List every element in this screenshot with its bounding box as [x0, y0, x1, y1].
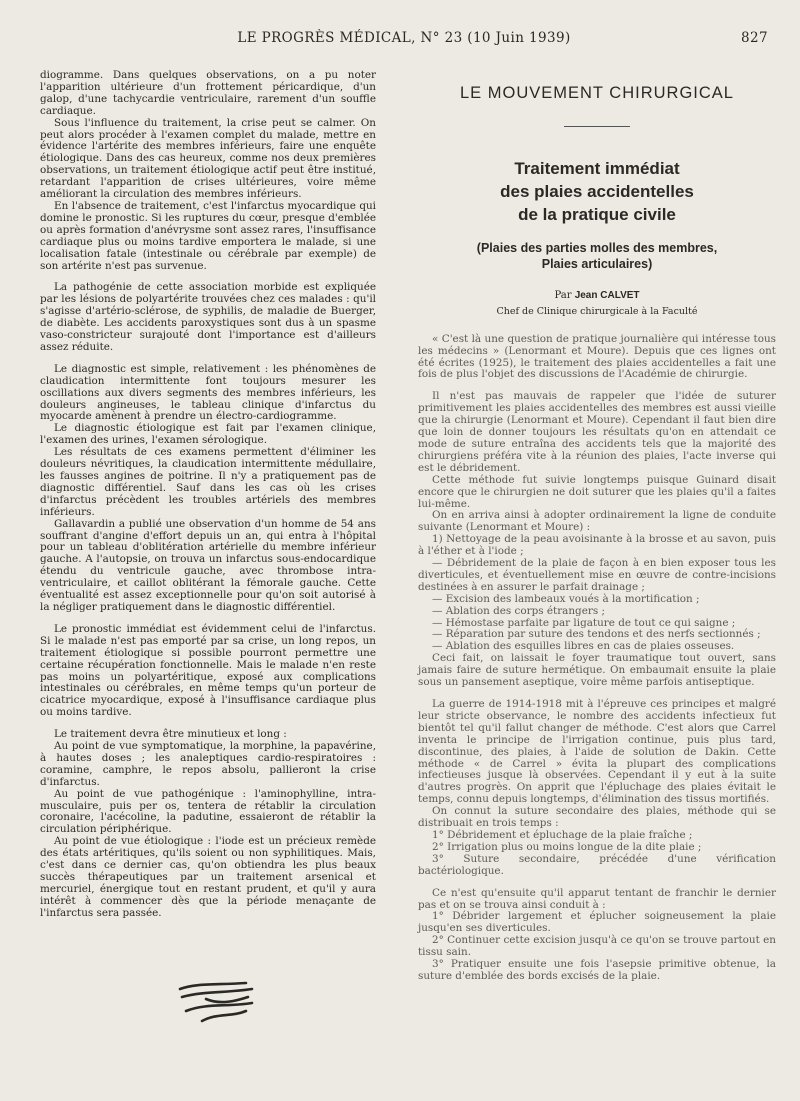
paragraph: Ce n'est qu'ensuite qu'il apparut tentant de franchir le dernier pas et on se trouva ainsi conduit à :	[418, 886, 776, 911]
list-item: — Réparation par suture des tendons et des nerfs sectionnés ;	[432, 628, 761, 641]
paragraph: La guerre de 1914-1918 mit à l'épreuve ces principes et malgré leur stricte observance, le nombre des accidents infectieux fut bientôt tel qu'il fallut changer de méthode. C'est alors que Carrel inventa le principe de l'irrigation continue, puis plus tard, discontinue, des plaies, à l'aide de solution de Dakin. Cette méthode « de Carrel » évita la plupart des complications infectieuses jusque là observées. Cependant il y eut à la suite d'autres progrès. On apprit que l'épluchage des plaies évitait le temps, connu depuis longtemps, d'élimination des tissus mortifiés.	[418, 698, 776, 806]
article-title	[418, 157, 776, 226]
list-item: 2° Continuer cette excision jusqu'à ce qu'on se trouve partout en tissu sain.	[418, 934, 776, 959]
divider	[564, 126, 630, 127]
running-title: LE PROGRÈS MÉDICAL, N° 23 (10 Juin 1939)	[237, 30, 571, 46]
article-title-line: des plaies accidentelles	[500, 181, 694, 201]
byline	[418, 290, 776, 302]
list-item: 2° Irrigation plus ou moins longue de la dite plaie ;	[432, 840, 702, 853]
author-affiliation: Chef de Clinique chirurgicale à la Faculté	[496, 305, 698, 317]
paragraph: La pathogénie de cette association morbide est expliquée par les lésions de polyartérite trouvées chez ces malades : qu'il s'agisse d'artério-sclérose, de syphilis, de maladie de Buerger, de diabète. Les accidents paroxystiques sont dus à un spasme vaso-constricteur surajouté dont l'importance est d'ailleurs assez réduite.	[40, 281, 376, 353]
paragraph: Gallavardin a publié une observation d'un homme de 54 ans souffrant d'angine d'effort depuis un an, qui entra à l'hôpital pour un tableau d'oblitération artérielle du membre inférieur gauche. A l'autopsie, on trouva un infarctus sous-endocardique étendu du ventricule gauche, avec thrombose intra-ventriculaire, et caillot oblitérant la fémorale gauche. Cette éventualité est assez exceptionnelle pour qu'on soit autorisé à la négliger pratiquement dans le diagnostic différentiel.	[40, 517, 376, 613]
list-item: 1° Débridement et épluchage de la plaie fraîche ;	[432, 828, 693, 841]
paragraph: Au point de vue symptomatique, la morphine, la papavérine, à hautes doses ; les analeptiques cardio-respiratoires : coramine, camphre, le repos absolu, pallieront la crise d'infarctus.	[40, 740, 376, 788]
paragraph: Au point de vue étiologique : l'iode est un précieux remède des états artéritiques, qu'ils soient ou non syphilitiques. Mais, c'est dans ce dernier cas, qu'on obtiendra les plus beaux succès thérapeutiques par un traitement arsenical et mercuriel, énergique tout en restant prudent, et qu'il y aura intérêt à commencer dès que la période menaçante de l'infarctus sera passée.	[40, 835, 376, 919]
article-body	[418, 334, 776, 983]
subtitle-line: (Plaies des parties molles des membres,	[476, 240, 718, 255]
paragraph: Le diagnostic est simple, relativement : les phénomènes de claudication intermittente font toujours mesurer les oscillations aux divers segments des membres inférieurs, les douleurs angineuses, le tableau clinique d'infarctus du myocarde amènent à prendre un électro-cardiogramme.	[40, 362, 376, 423]
paragraph: Il n'est pas mauvais de rappeler que l'idée de suturer primitivement les plaies accidentelles des membres est aussi vieille que la chirurgie (Lenormant et Moure). Cependant il faut bien dire que loin de donner toujours les résultats qu'on en attendait ce mode de suture entraîna des accidents tels que la majorité des chirurgiens préféra vite à la réunion des plaies, l'acte inverse qui est le débridement.	[418, 390, 776, 474]
list-item: — Hémostase parfaite par ligature de tout ce qui saigne ;	[432, 616, 736, 629]
page-number: 827	[741, 30, 768, 46]
subtitle-line: Plaies articulaires)	[541, 256, 653, 271]
paragraph: Au point de vue pathogénique : l'aminophylline, intra-musculaire, puis per os, tentera de rétablir la circulation coronaire, l'acécoline, la padutine, essaieront de rétablir la circulation périphérique.	[40, 787, 376, 836]
list-item: — Ablation des corps étrangers ;	[432, 604, 605, 617]
paragraph: Le traitement devra être minutieux et long :	[54, 728, 287, 741]
list-item: — Excision des lambeaux voués à la mortification ;	[432, 592, 700, 605]
paragraph: Cette méthode fut suivie longtemps puisque Guinard disait encore que le chirurgien ne doit suturer que les plaies qu'il a faites lui-même.	[418, 473, 776, 510]
paragraph: Les résultats de ces examens permettent d'éliminer les douleurs névritiques, la claudication intermittente médullaire, les fausses angines de poitrine. Il n'y a pratiquement pas de diagnostic différentiel. Sauf dans les cas où les crises d'infarctus précèdent les troubles artériels des membres inférieurs.	[40, 446, 376, 518]
paragraph: On en arriva ainsi à adopter ordinairement la ligne de conduite suivante (Lenormant et Moure) :	[418, 509, 776, 534]
paragraph: Sous l'influence du traitement, la crise peut se calmer. On peut alors procéder à l'examen complet du malade, mettre en évidence l'artérite des membres inférieurs, faire une enquête étiologique. Dans des cas heureux, comme nos deux premières observations, un traitement étiologique actif peut être institué, retardant l'apparition de crises ultérieures, voire même améliorant la circulation des membres inférieurs.	[40, 116, 376, 201]
author-name: Jean CALVET	[574, 289, 640, 301]
article-title-line: de la pratique civile	[518, 204, 676, 224]
list-item: — Ablation des esquilles libres en cas de plaies osseuses.	[432, 640, 735, 653]
section-title: LE MOUVEMENT CHIRURGICAL	[460, 84, 734, 102]
list-item: 3° Suture secondaire, précédée d'une vérification bactériologique.	[418, 852, 776, 877]
section-end-squiggle-icon	[176, 981, 258, 1027]
list-item: 1° Débrider largement et éplucher soigneusement la plaie jusqu'en ses diverticules.	[418, 910, 776, 935]
paragraph: diogramme. Dans quelques observations, on a pu noter l'apparition ultérieure d'un frottement péricardique, d'un galop, d'une tachycardie ventriculaire, rarement d'un souffle cardiaque.	[40, 69, 376, 117]
list-item: 3° Pratiquer ensuite une fois l'asepsie primitive obtenue, la suture d'emblée des bords excisés de la plaie.	[418, 958, 776, 982]
running-header	[40, 30, 768, 54]
paragraph: En l'absence de traitement, c'est l'infarctus myocardique qui domine le pronostic. Si les ruptures du cœur, presque d'emblée ou après formation d'anévrysme sont assez rares, l'insuffisance cardiaque plus ou moins tardive emportera le malade, si une localisation fatale (intestinale ou cérébrale par exemple) de son artérite n'est pas survenue.	[40, 199, 376, 272]
paragraph: Ceci fait, on laissait le foyer traumatique tout ouvert, sans jamais faire de suture hermétique. On embaumait ensuite la plaie sous un pansement aseptique, voire même parfois antiseptique.	[418, 652, 776, 689]
article-title-line: Traitement immédiat	[514, 158, 680, 178]
paragraph: Le pronostic immédiat est évidemment celui de l'infarctus. Si le malade n'est pas emporté par sa crise, un long repos, un traitement étiologique si possible pourront permettre une certaine récupération fonctionnelle. Mais le malade n'en reste pas moins un polyartéritique, exposé aux complications intestinales ou cérébrales, en même temps qu'un porteur de cicatrice myocardique, exposé à l'insuffisance cardiaque plus ou moins tardive.	[40, 622, 376, 719]
article-subtitle	[418, 240, 776, 272]
paragraph: Le diagnostic étiologique est fait par l'examen clinique, l'examen des urines, l'examen sérologique.	[40, 422, 376, 447]
paragraph: « C'est là une question de pratique journalière qui intéresse tous les médecins » (Lenormant et Moure). Depuis que ces lignes ont été écrites (1925), le traitement des plaies accidentelles a fait une fois de plus l'objet des discussions de l'Académie de chirurgie.	[418, 332, 776, 381]
left-column	[40, 70, 376, 920]
paragraph: On connut la suture secondaire des plaies, méthode qui se distribuait en trois temps :	[418, 805, 776, 830]
byline-prefix: Par	[554, 289, 572, 301]
list-item: 1) Nettoyage de la peau avoisinante à la brosse et au savon, puis à l'éther et à l'iode ;	[418, 533, 776, 558]
list-item: — Débridement de la plaie de façon à en bien exposer tous les diverticules, et éventuellement mise en œuvre de contre-incisions destinées à en assurer le parfait drainage ;	[418, 557, 776, 593]
right-column	[418, 70, 776, 983]
